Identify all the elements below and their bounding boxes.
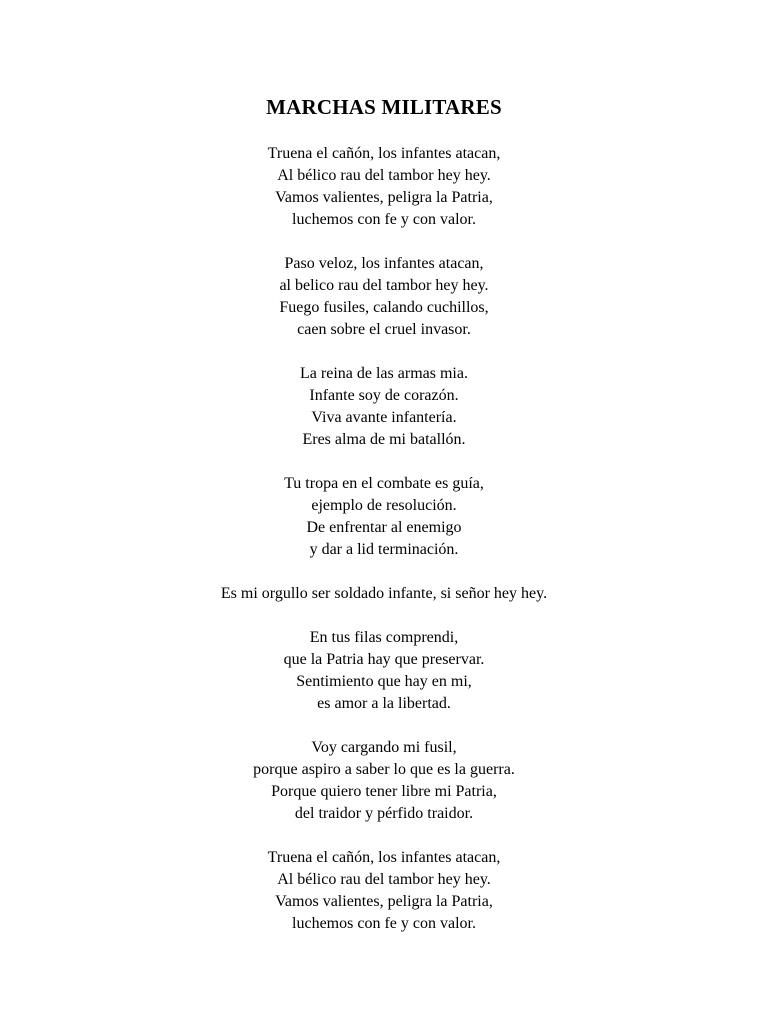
poem-stanza <box>0 473 768 561</box>
poem-line: que la Patria hay que preservar. <box>283 651 485 668</box>
poem-line: La reina de las armas mia. <box>300 365 468 382</box>
poem-stanza <box>0 143 768 231</box>
poem-line: Infante soy de corazón. <box>309 387 459 404</box>
poem-line: Paso veloz, los infantes atacan, <box>284 255 484 272</box>
poem-line: Al bélico rau del tambor hey hey. <box>277 167 491 184</box>
poem-stanza <box>0 363 768 451</box>
poem-line: Es mi orgullo ser soldado infante, si señor hey hey. <box>220 585 548 602</box>
poem-line: al belico rau del tambor hey hey. <box>279 277 489 294</box>
poem-stanza <box>0 253 768 341</box>
poem-stanza <box>0 737 768 825</box>
poem-line: En tus filas comprendi, <box>309 629 459 646</box>
poem-line: Truena el cañón, los infantes atacan, <box>267 145 501 162</box>
poem-line: Viva avante infantería. <box>311 409 457 426</box>
poem-stanza <box>0 583 768 605</box>
poem-line: luchemos con fe y con valor. <box>292 915 476 932</box>
poem-line: Eres alma de mi batallón. <box>302 431 466 448</box>
poem-line: del traidor y pérfido traidor. <box>294 805 474 822</box>
document-title: MARCHAS MILITARES <box>266 95 502 119</box>
poem-line: ejemplo de resolución. <box>311 497 457 514</box>
poem-line: Tu tropa en el combate es guía, <box>284 475 484 492</box>
poem-line: Voy cargando mi fusil, <box>311 739 457 756</box>
poem-body <box>0 143 768 957</box>
poem-line: Vamos valientes, peligra la Patria, <box>275 893 493 910</box>
poem-line: y dar a lid terminación. <box>309 541 459 558</box>
poem-line: Truena el cañón, los infantes atacan, <box>267 849 501 866</box>
poem-line: luchemos con fe y con valor. <box>292 211 476 228</box>
poem-line: De enfrentar al enemigo <box>306 519 462 536</box>
poem-stanza <box>0 627 768 715</box>
poem-line: es amor a la libertad. <box>317 695 451 712</box>
poem-line: porque aspiro a saber lo que es la guerra. <box>253 761 515 778</box>
poem-line: Vamos valientes, peligra la Patria, <box>275 189 493 206</box>
poem-stanza <box>0 847 768 935</box>
poem-line: Porque quiero tener libre mi Patria, <box>271 783 497 800</box>
poem-line: caen sobre el cruel invasor. <box>297 321 471 338</box>
poem-line: Al bélico rau del tambor hey hey. <box>277 871 491 888</box>
poem-line: Sentimiento que hay en mi, <box>296 673 472 690</box>
poem-line: Fuego fusiles, calando cuchillos, <box>279 299 489 316</box>
